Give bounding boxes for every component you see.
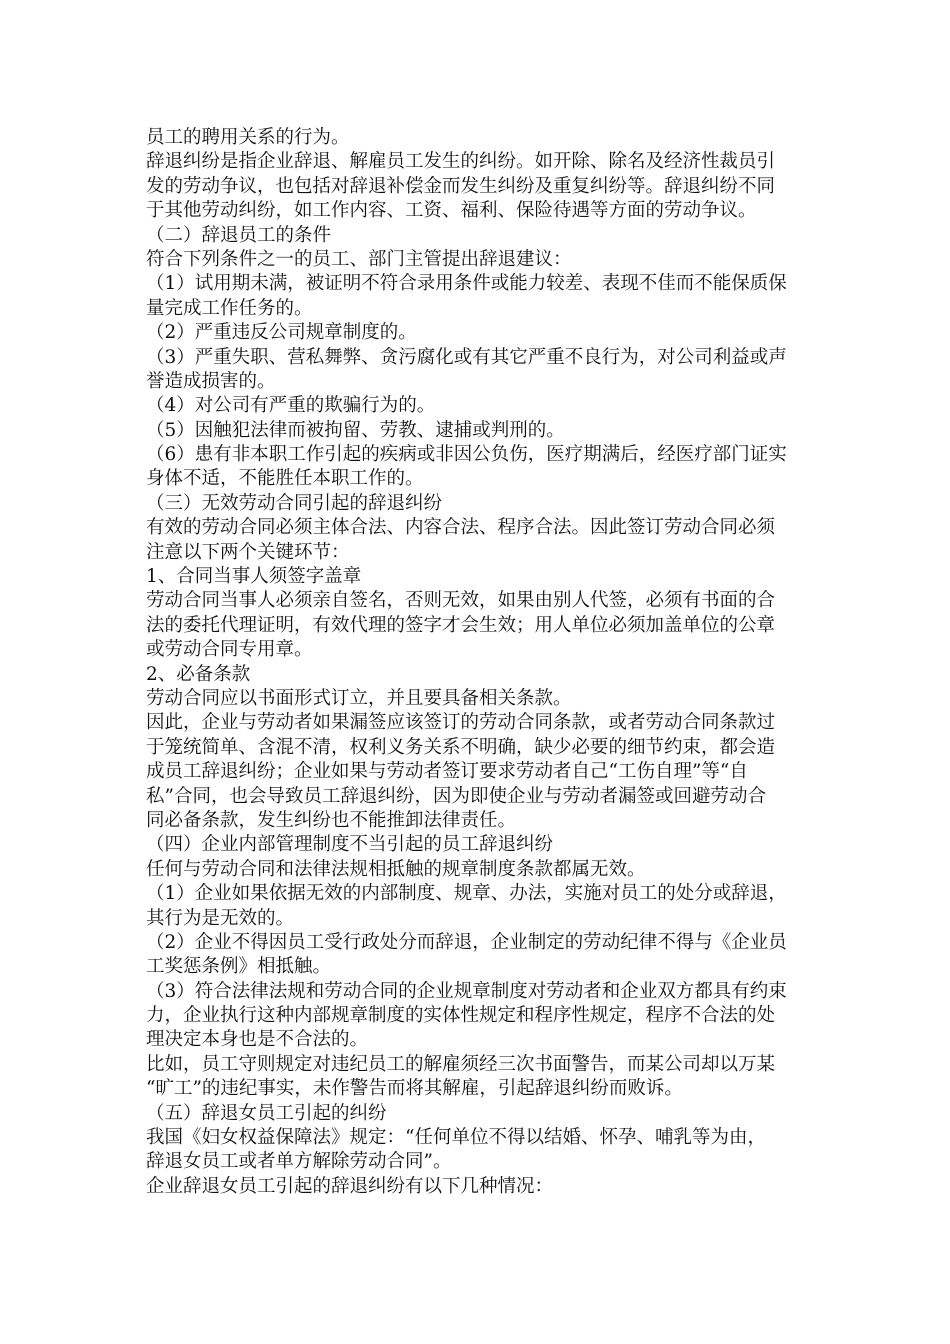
list-item: （3）严重失职、营私舞弊、贪污腐化或有其它严重不良行为，对公司利益或声 (146, 346, 787, 368)
text-line: 发的劳动争议，也包括对辞退补偿金而发生纠纷及重复纠纷等。辞退纠纷不同 (146, 175, 776, 197)
text-line: 比如，员工守则规定对违纪员工的解雇须经三次书面警告，而某公司却以万某 (146, 1053, 776, 1075)
text-line: 私”合同，也会导致员工辞退纠纷，因为即使企业与劳动者漏签或回避劳动合 (146, 785, 766, 807)
section-heading: （二）辞退员工的条件 (146, 224, 332, 246)
text-line: 劳动合同应以书面形式订立，并且要具备相关条款。 (146, 687, 572, 709)
section-heading: （五）辞退女员工引起的纠纷 (146, 1102, 387, 1124)
text-line: 成员工辞退纠纷；企业如果与劳动者签订要求劳动者自己“工伤自理”等“自 (146, 761, 748, 783)
text-line: 员工的聘用关系的行为。 (146, 127, 350, 148)
text-line: 辞退女员工或者单方解除劳动合同”。 (146, 1151, 452, 1173)
list-item: （2）企业不得因员工受行政处分而辞退，企业制定的劳动纪律不得与《企业员 (146, 931, 787, 953)
document-body (146, 126, 806, 1199)
list-item: （2）严重违反公司规章制度的。 (146, 322, 417, 344)
text-line: “旷工”的违纪事实，未作警告而将其解雇，引起辞退纠纷而败诉。 (146, 1078, 683, 1100)
section-heading: （四）企业内部管理制度不当引起的员工辞退纠纷 (146, 834, 554, 856)
text-line: 或劳动合同专用章。 (146, 639, 313, 661)
text-line: 于笼统简单、含混不清，权利义务关系不明确，缺少必要的细节约束，都会造 (146, 736, 776, 758)
text-line: 注意以下两个关键环节： (146, 541, 350, 563)
text-line: 其行为是无效的。 (146, 907, 295, 929)
text-line: 于其他劳动纠纷，如工作内容、工资、福利、保险待遇等方面的劳动争议。 (146, 200, 757, 222)
text-line: 理决定本身也是不合法的。 (146, 1029, 369, 1051)
text-line: 量完成工作任务的。 (146, 297, 313, 319)
text-line: 法的委托代理证明，有效代理的签字才会生效；用人单位必须加盖单位的公章 (146, 614, 776, 636)
subsection-heading: 1、合同当事人须签字盖章 (146, 566, 362, 588)
list-item: （5）因触犯法律而被拘留、劳教、逮捕或判刑的。 (146, 419, 565, 441)
text-line: 劳动合同当事人必须亲自签名，否则无效，如果由别人代签，必须有书面的合 (146, 590, 776, 612)
text-line: 工奖惩条例》相抵触。 (146, 956, 332, 978)
text-line: 同必备条款，发生纠纷也不能推卸法律责任。 (146, 809, 517, 831)
text-line: 身体不适，不能胜任本职工作的。 (146, 468, 424, 490)
text-line: 因此，企业与劳动者如果漏签应该签订的劳动合同条款，或者劳动合同条款过 (146, 712, 776, 734)
list-item: （1）试用期未满，被证明不符合录用条件或能力较差、表现不佳而不能保质保 (146, 273, 787, 295)
text-line: 我国《妇女权益保障法》规定：“任何单位不得以结婚、怀孕、哺乳等为由， (146, 1127, 766, 1149)
text-line: 符合下列条件之一的员工、部门主管提出辞退建议： (146, 248, 572, 270)
list-item: （4）对公司有严重的欺骗行为的。 (146, 395, 436, 417)
text-line: 力，企业执行这种内部规章制度的实体性规定和程序性规定，程序不合法的处 (146, 1005, 776, 1027)
text-line: 誉造成损害的。 (146, 370, 276, 392)
text-line: 企业辞退女员工引起的辞退纠纷有以下几种情况： (146, 1175, 554, 1197)
subsection-heading: 2、必备条款 (146, 663, 251, 685)
text-line: 辞退纠纷是指企业辞退、解雇员工发生的纠纷。如开除、除名及经济性裁员引 (146, 151, 776, 173)
text-line: 有效的劳动合同必须主体合法、内容合法、程序合法。因此签订劳动合同必须 (146, 517, 776, 539)
list-item: （1）企业如果依据无效的内部制度、规章、办法，实施对员工的处分或辞退， (146, 883, 787, 905)
section-heading: （三）无效劳动合同引起的辞退纠纷 (146, 492, 443, 514)
text-line: 任何与劳动合同和法律法规相抵触的规章制度条款都属无效。 (146, 858, 646, 880)
list-item: （3）符合法律法规和劳动合同的企业规章制度对劳动者和企业双方都具有约束 (146, 980, 787, 1002)
list-item: （6）患有非本职工作引起的疾病或非因公负伤，医疗期满后，经医疗部门证实 (146, 444, 787, 466)
